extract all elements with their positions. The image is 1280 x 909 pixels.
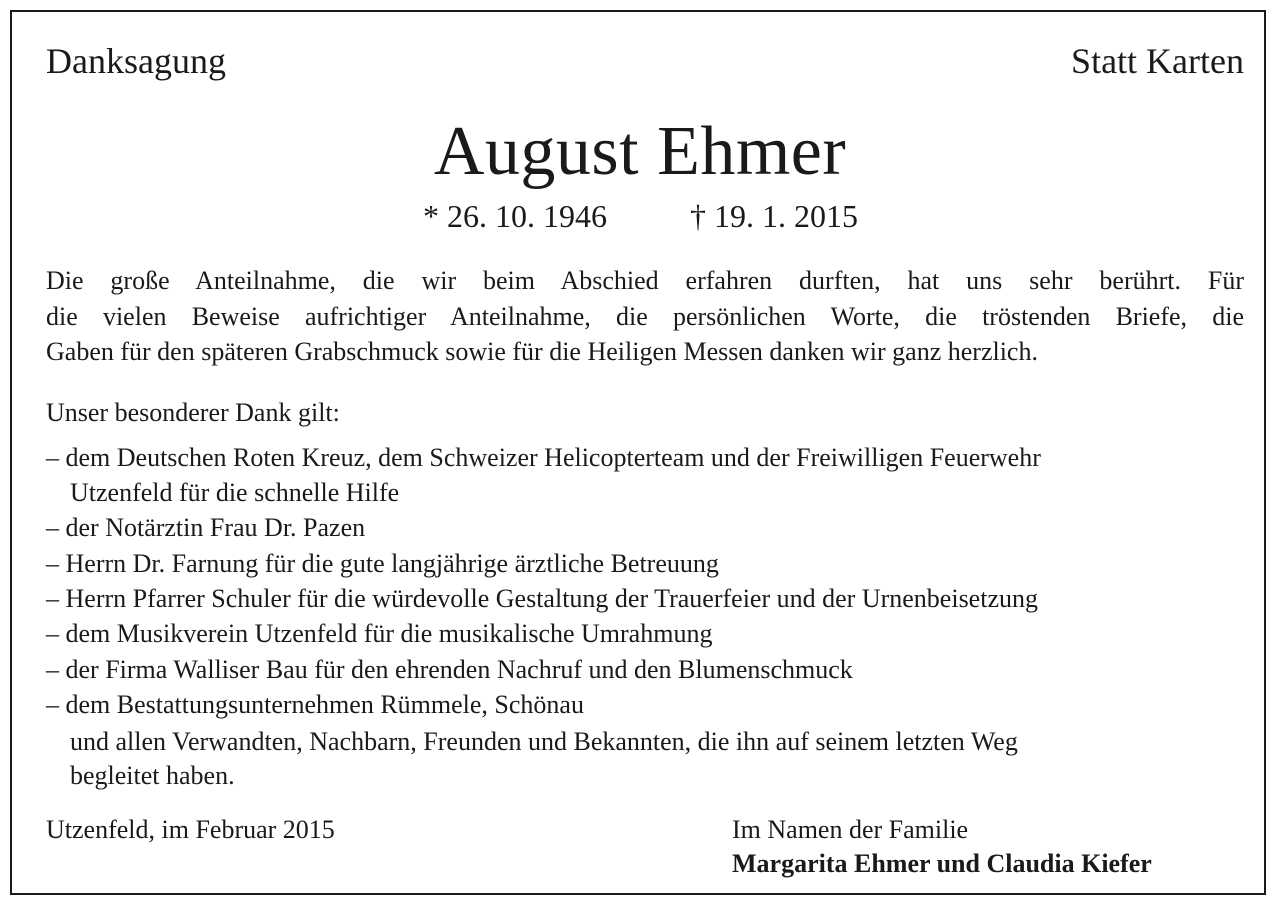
thanks-item: – der Firma Walliser Bau für den ehrenden Nachruf und den Blumenschmuck bbox=[46, 655, 853, 684]
place-date: Utzenfeld, im Februar 2015 bbox=[46, 815, 335, 844]
thanks-item: – Herrn Pfarrer Schuler für die würdevolle Gestaltung der Trauerfeier und der Urnenbeisetzung bbox=[46, 584, 1038, 613]
heading-instead-of-cards: Statt Karten bbox=[1071, 41, 1244, 81]
signature-lead: Im Namen der Familie bbox=[732, 815, 969, 844]
thanks-item: – Herrn Dr. Farnung für die gute langjährige ärztliche Betreuung bbox=[46, 549, 719, 578]
closing-line: begleitet haben. bbox=[70, 761, 235, 790]
thanks-item: – dem Musikverein Utzenfeld für die musikalische Umrahmung bbox=[46, 619, 713, 648]
signature-names: Margarita Ehmer und Claudia Kiefer bbox=[732, 849, 1152, 878]
closing-line: und allen Verwandten, Nachbarn, Freunden und Bekannten, die ihn auf seinem letzten Weg bbox=[70, 727, 1018, 756]
thanks-item-continuation: Utzenfeld für die schnelle Hilfe bbox=[70, 478, 400, 507]
intro-line: die vielen Beweise aufrichtiger Anteilnahme, die persönlichen Worte, die tröstenden Briefe, die bbox=[46, 302, 1244, 331]
intro-line: Gaben für den späteren Grabschmuck sowie für die Heiligen Messen danken wir ganz herzlich. bbox=[46, 337, 1038, 366]
deceased-name: August Ehmer bbox=[433, 113, 847, 190]
thanks-heading: Unser besonderer Dank gilt: bbox=[46, 398, 340, 427]
thanks-item: – dem Bestattungsunternehmen Rümmele, Schönau bbox=[46, 690, 584, 719]
death-date: † 19. 1. 2015 bbox=[690, 198, 858, 234]
thanks-item: – der Notärztin Frau Dr. Pazen bbox=[46, 513, 366, 542]
birth-date: * 26. 10. 1946 bbox=[423, 198, 607, 234]
intro-line: Die große Anteilnahme, die wir beim Abschied erfahren durften, hat uns sehr berührt. Für bbox=[46, 266, 1244, 295]
heading-thanks: Danksagung bbox=[46, 41, 226, 81]
thanks-item: – dem Deutschen Roten Kreuz, dem Schweizer Helicopterteam und der Freiwilligen Feuerwehr bbox=[46, 443, 1041, 472]
